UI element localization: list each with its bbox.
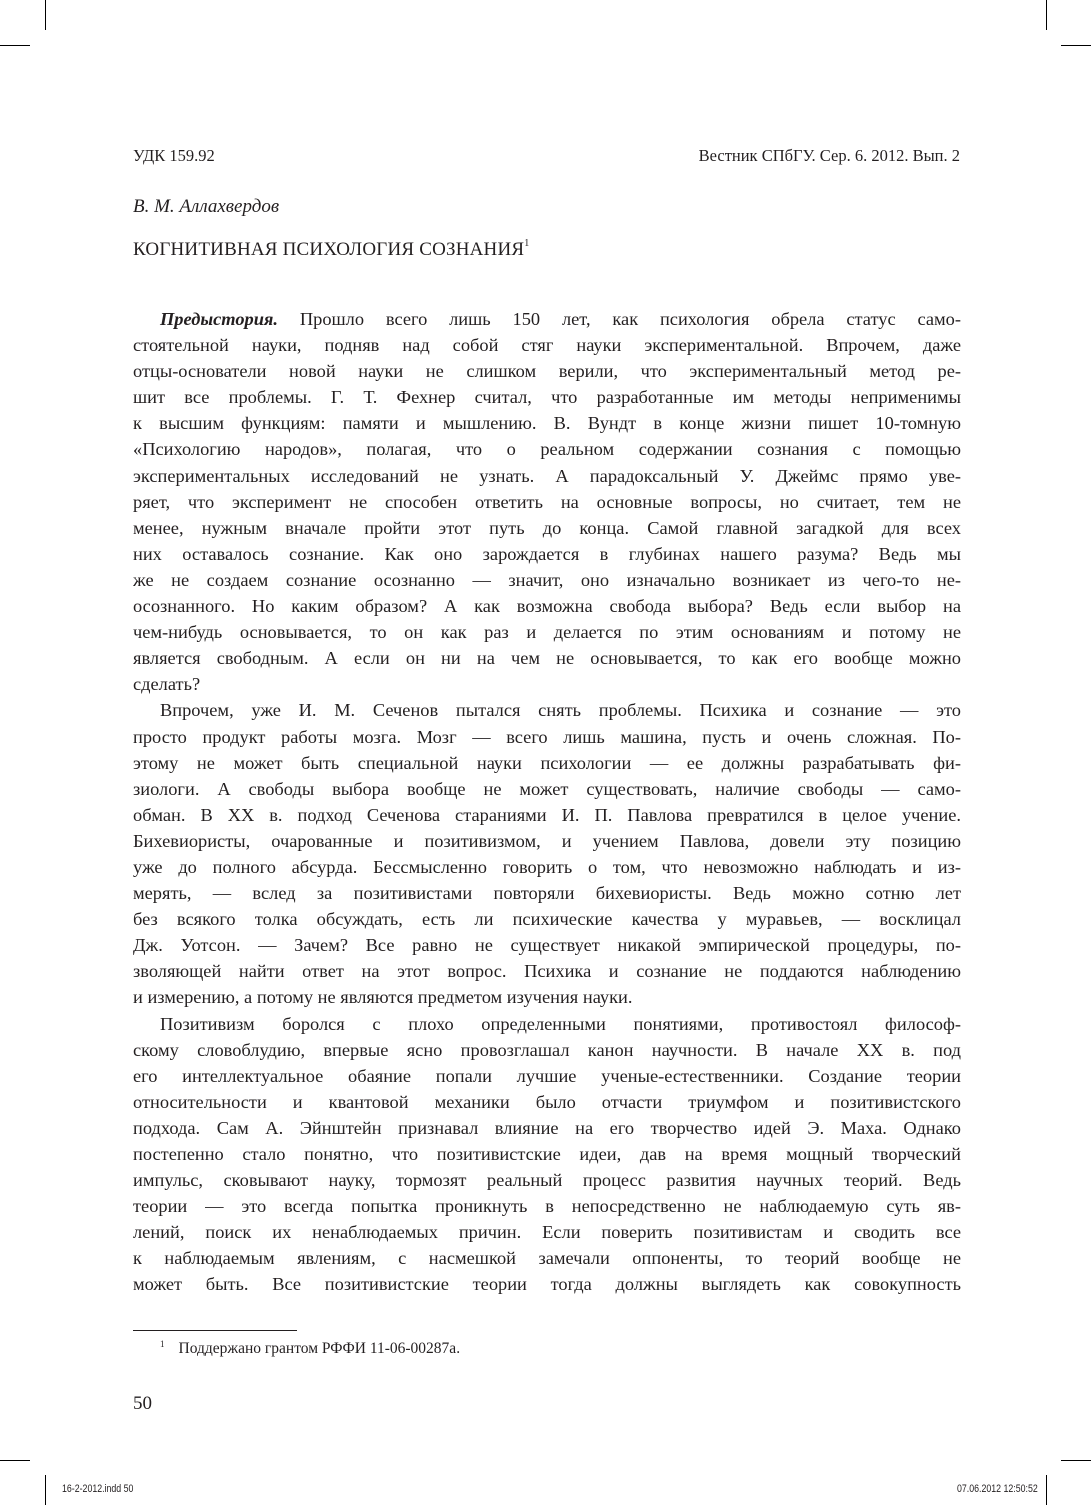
- udk-code: УДК 159.92: [133, 146, 215, 165]
- crop-mark: [1061, 45, 1091, 46]
- text-line: [133, 1063, 961, 1089]
- line-text: ряет, что эксперимент не способен ответить на основные вопросы, но считает, тем не: [133, 491, 961, 512]
- page-number: 50: [133, 1393, 152, 1414]
- footnote-text: Поддержано грантом РФФИ 11-06-00287а.: [178, 1340, 461, 1357]
- line-text: них оставалось сознание. Как оно зарождается в глубинах нашего разума? Ведь мы: [133, 543, 961, 564]
- text-line: [133, 1115, 961, 1141]
- text-line: [133, 436, 961, 462]
- crop-mark: [1046, 0, 1047, 30]
- line-text: просто продукт работы мозга. Мозг — всего лишь машина, пусть и очень сложная. По-: [133, 726, 961, 747]
- line-text: является свободным. А если он ни на чем не основывается, то как его вообще можно: [133, 648, 961, 669]
- article-body: [133, 306, 961, 1298]
- footnote-mark: 1: [160, 1339, 165, 1349]
- line-text: Позитивизм боролся с плохо определенными понятиями, противостоял философ-: [160, 1013, 961, 1034]
- text-line: [133, 1037, 961, 1063]
- line-text: Бихевиористы, очарованные и позитивизмом, и учением Павлова, довели эту позицию: [133, 830, 961, 851]
- text-line: [133, 332, 961, 358]
- line-text: мерять, — вслед за позитивистами повторяли бихевиористы. Ведь можно сотню лет: [133, 883, 961, 904]
- text-line: [133, 1141, 961, 1167]
- line-text: и измерению, а потому не являются предметом изучения науки.: [133, 987, 633, 1008]
- line-text: импульс, сковывают науку, тормозят реальный процесс развития научных теорий. Ведь: [133, 1170, 961, 1191]
- paragraph: [133, 306, 961, 697]
- line-text: зиологи. А свободы выбора вообще не может существовать, наличие свободы — само-: [133, 778, 961, 799]
- text-line: [133, 697, 961, 723]
- text-line: [133, 358, 961, 384]
- crop-mark: [45, 1475, 46, 1505]
- paragraph: [133, 1011, 961, 1298]
- line-text: может быть. Все позитивистские теории тогда должны выглядеть как совокупность: [133, 1274, 961, 1295]
- text-line: [133, 384, 961, 410]
- line-text: сделать?: [133, 674, 201, 695]
- text-line: [133, 619, 961, 645]
- text-line: [133, 958, 961, 984]
- crop-mark: [45, 0, 46, 30]
- line-text: «Психологию народов», полагая, что о реальном содержании сознания с помощью: [133, 439, 961, 460]
- text-line: [133, 1193, 961, 1219]
- text-line: [133, 776, 961, 802]
- line-text: уже до полного абсурда. Бессмысленно говорить о том, что невозможно наблюдать и из-: [133, 856, 961, 877]
- journal-header: Вестник СПбГУ. Сер. 6. 2012. Вып. 2: [698, 146, 960, 165]
- footnote-divider: [133, 1330, 297, 1331]
- text-line: [133, 828, 961, 854]
- footnote: [160, 1339, 460, 1358]
- text-line: [133, 410, 961, 436]
- crop-mark: [0, 1460, 30, 1461]
- text-line: [133, 1011, 961, 1037]
- article-author: В. М. Аллахвердов: [133, 196, 280, 217]
- section-lead: Предыстория.: [160, 309, 279, 329]
- line-text: подхода. Сам А. Эйнштейн признавал влияние на его творчество идей Э. Маха. Однако: [133, 1117, 961, 1138]
- title-text: КОГНИТИВНАЯ ПСИХОЛОГИЯ СОЗНАНИЯ: [133, 239, 525, 260]
- text-line: [133, 906, 961, 932]
- line-text: теории — это всегда попытка проникнуть в непосредственно не наблюдаемую суть яв-: [133, 1196, 961, 1217]
- line-text: скому словоблудию, впервые ясно провозглашал канон научности. В начале XX в. под: [133, 1039, 961, 1060]
- text-line: [133, 1089, 961, 1115]
- line-text: к наблюдаемым явлениям, с насмешкой замечали оппоненты, то теорий вообще не: [133, 1248, 961, 1269]
- text-line: [133, 1219, 961, 1245]
- text-line: [133, 750, 961, 776]
- line-text: без всякого толка обсуждать, есть ли психические качества у муравьев, — восклицал: [133, 909, 961, 930]
- text-line: [133, 802, 961, 828]
- text-line: [133, 932, 961, 958]
- line-text: Дж. Уотсон. — Зачем? Все равно не существует никакой эмпирической процедуры, по-: [133, 935, 961, 956]
- line-text: его интеллектуальное обаяние попали лучшие ученые-естественники. Создание теории: [133, 1065, 961, 1086]
- line-text: относительности и квантовой механики было отчасти триумфом и позитивистского: [133, 1091, 961, 1112]
- text-line: [133, 880, 961, 906]
- line-text: лений, поиск их ненаблюдаемых причин. Если поверить позитивистам и сводить все: [133, 1222, 961, 1243]
- paragraph: [133, 697, 961, 1010]
- text-line: [133, 541, 961, 567]
- line-text: к высшим функциям: памяти и мышлению. В. Вундт в конце жизни пишет 10-томную: [133, 413, 961, 434]
- line-text: обман. В XX в. подход Сеченова стараниями И. П. Павлова превратился в целое учение.: [133, 804, 961, 825]
- line-text: осознанного. Но каким образом? А как возможна свобода выбора? Ведь если выбор на: [133, 596, 961, 617]
- text-line: [133, 567, 961, 593]
- text-line: [133, 463, 961, 489]
- crop-mark: [1061, 1460, 1091, 1461]
- line-text: чем-нибудь основывается, то он как раз и делается по этим основаниям и потому не: [133, 622, 961, 643]
- line-text: стоятельной науки, подняв над собой стяг науки экспериментальной. Впрочем, даже: [133, 335, 961, 356]
- text-line: [133, 724, 961, 750]
- text-line: [133, 984, 961, 1010]
- crop-mark: [1046, 1475, 1047, 1505]
- slug-filename: 16-2-2012.indd 50: [62, 1483, 134, 1495]
- line-text: Прошло всего лишь 150 лет, как психология обрела статус само-: [278, 309, 961, 329]
- slug-datetime: 07.06.2012 12:50:52: [957, 1483, 1038, 1495]
- line-text: этому не может быть специальной науки психологии — ее должны разрабатывать фи-: [133, 752, 961, 773]
- text-line: [133, 1167, 961, 1193]
- line-text: зволяющей найти ответ на этот вопрос. Психика и сознание не поддаются наблюдению: [133, 961, 961, 982]
- text-line: [133, 854, 961, 880]
- text-line: [133, 671, 961, 697]
- text-line: [133, 1271, 961, 1297]
- line-text: экспериментальных исследований не узнать. А парадоксальный У. Джеймс прямо уве-: [133, 465, 961, 486]
- line-text: Впрочем, уже И. М. Сеченов пытался снять проблемы. Психика и сознание — это: [160, 700, 961, 721]
- line-text: отцы-основатели новой науки не слишком верили, что экспериментальный метод ре-: [133, 361, 961, 382]
- text-line: [133, 489, 961, 515]
- line-text: шит все проблемы. Г. Т. Фехнер считал, что разработанные им методы неприменимы: [133, 387, 961, 408]
- article-title: [133, 238, 529, 261]
- line-text: же не создаем сознание осознанно — значит, оно изначально возникает из чего-то не-: [133, 569, 961, 590]
- text-line: [133, 515, 961, 541]
- text-line: [133, 1245, 961, 1271]
- footnote-ref[interactable]: 1: [524, 238, 530, 249]
- text-line: [133, 645, 961, 671]
- text-line: [133, 306, 961, 332]
- crop-mark: [0, 45, 30, 46]
- line-text: постепенно стало понятно, что позитивистские идеи, дав на время мощный творческий: [133, 1144, 961, 1164]
- text-line: [133, 593, 961, 619]
- line-text: менее, нужным вначале пройти этот путь до конца. Самой главной загадкой для всех: [133, 517, 961, 538]
